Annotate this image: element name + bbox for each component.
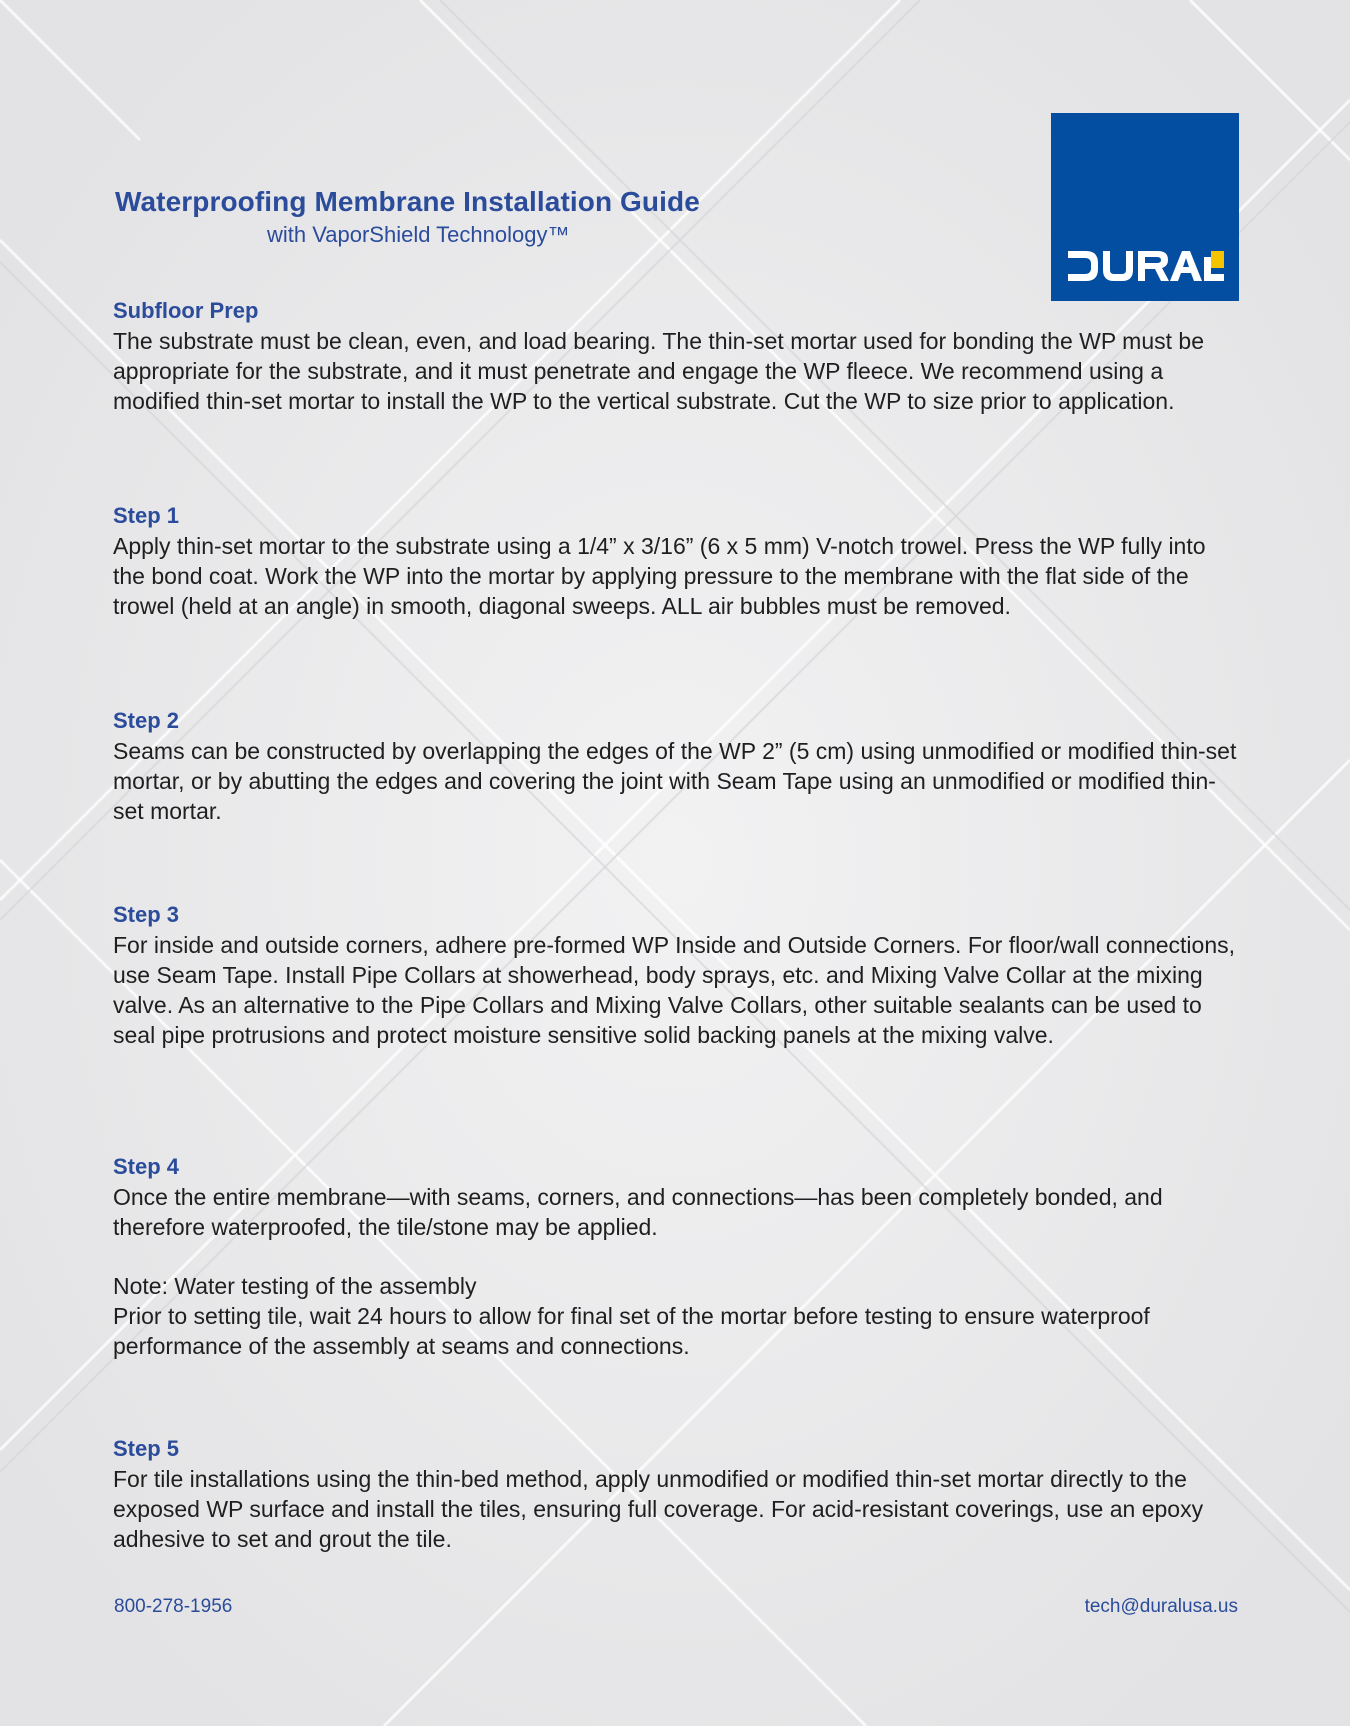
section-heading: Subfloor Prep bbox=[113, 298, 259, 323]
section-heading: Step 4 bbox=[113, 1154, 180, 1179]
section-step-3 bbox=[113, 900, 1243, 1050]
section-step-5 bbox=[113, 1434, 1243, 1554]
page-title: Waterproofing Membrane Installation Guide bbox=[115, 186, 700, 217]
note-water-testing bbox=[113, 1271, 1243, 1361]
section-body: For tile installations using the thin-bed method, apply unmodified or modified thin-set mortar directly to the exposed WP surface and install the tiles, ensuring full coverage. For acid-resistant coverings, use an epoxy adhesive to set and grout the tile. bbox=[113, 1466, 1204, 1552]
section-step-1 bbox=[113, 501, 1243, 621]
footer-email[interactable]: tech@duralusa.us bbox=[1084, 1596, 1238, 1617]
note-body: Prior to setting tile, wait 24 hours to allow for final set of the mortar before testing to ensure waterproof performance of the assembly at seams and connections. bbox=[113, 1303, 1150, 1359]
section-body: Apply thin-set mortar to the substrate using a 1/4” x 3/16” (6 x 5 mm) V-notch trowel. Press the WP fully into the bond coat. Work the WP into the mortar by applying pressure to the membrane with the flat side of the trowel (held at an angle) in smooth, diagonal sweeps. ALL air bubbles must be removed. bbox=[113, 533, 1206, 619]
section-heading: Step 3 bbox=[113, 902, 180, 927]
note-title: Note: Water testing of the assembly bbox=[113, 1273, 477, 1299]
section-subfloor-prep bbox=[113, 296, 1243, 416]
section-step-2 bbox=[113, 706, 1243, 826]
page-subtitle: with VaporShield Technology™ bbox=[267, 222, 570, 247]
dural-wordmark-icon bbox=[1068, 251, 1224, 281]
section-body: Once the entire membrane—with seams, corners, and connections—has been completely bonded, and therefore waterproofed, the tile/stone may be applied. bbox=[113, 1184, 1163, 1240]
section-body: For inside and outside corners, adhere pre-formed WP Inside and Outside Corners. For floor/wall connections, use Seam Tape. Install Pipe Collars at showerhead, body sprays, etc. and Mixing Valve Collar at the mixing valve. As an alternative to the Pipe Collars and Mixing Valve Collars, other suitable sealants can be used to seal pipe protrusions and protect moisture sensitive solid backing panels at the mixing valve. bbox=[113, 932, 1236, 1048]
section-heading: Step 2 bbox=[113, 708, 180, 733]
footer-phone[interactable]: 800-278-1956 bbox=[114, 1596, 233, 1617]
section-body: The substrate must be clean, even, and load bearing. The thin-set mortar used for bonding the WP must be appropriate for the substrate, and it must penetrate and engage the WP fleece. We recommend using a modified thin-set mortar to install the WP to the vertical substrate. Cut the WP to size prior to application. bbox=[113, 328, 1204, 414]
section-step-4 bbox=[113, 1152, 1243, 1242]
dural-logo bbox=[1051, 113, 1239, 301]
section-heading: Step 1 bbox=[113, 503, 180, 528]
section-heading: Step 5 bbox=[113, 1436, 180, 1461]
section-body: Seams can be constructed by overlapping the edges of the WP 2” (5 cm) using unmodified or modified thin-set mortar, or by abutting the edges and covering the joint with Seam Tape using an unmodified or modified thin-set mortar. bbox=[113, 738, 1237, 824]
